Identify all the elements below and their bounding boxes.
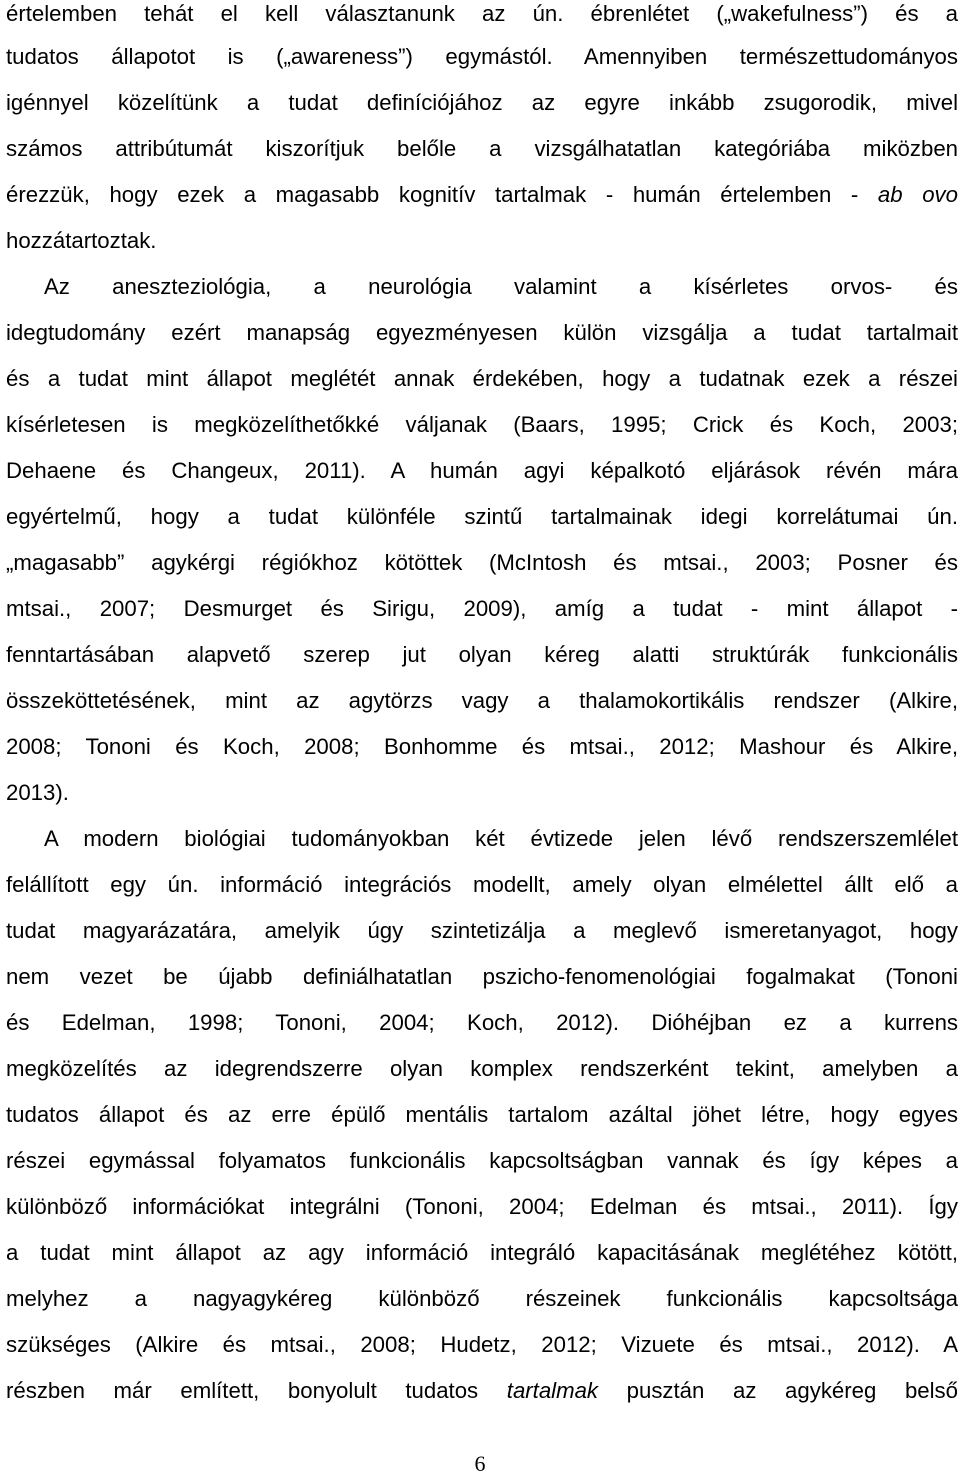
text-line-main: részben már említett, bonyolult tudatos — [6, 1378, 507, 1403]
text-line: Dehaene és Changeux, 2011). A humán agyi képalkotó eljárások révén mára — [6, 458, 958, 483]
text-line: kísérletesen is megközelíthetőkké váljanak (Baars, 1995; Crick és Koch, 2003; — [6, 412, 958, 437]
text-line: szükséges (Alkire és mtsai., 2008; Hudetz, 2012; Vizuete és mtsai., 2012). A — [6, 1332, 958, 1357]
text-line: a tudat mint állapot az agy információ integráló kapacitásának meglétéhez kötött, — [6, 1240, 958, 1265]
paragraph-first-line: A modern biológiai tudományokban két évtizede jelen lévő rendszerszemlélet — [44, 826, 958, 851]
text-line: és a tudat mint állapot meglétét annak érdekében, hogy a tudatnak ezek a részei — [6, 366, 958, 391]
text-line: nem vezet be újabb definiálhatatlan pszicho-fenomenológiai fogalmakat (Tononi — [6, 964, 958, 989]
text-line: hozzátartoztak. — [6, 228, 157, 253]
text-line: felállított egy ún. információ integrációs modellt, amely olyan elmélettel állt elő a — [6, 872, 958, 897]
text-line: számos attribútumát kiszorítjuk belőle a vizsgálhatatlan kategóriába miközben — [6, 136, 958, 161]
text-line: megközelítés az idegrendszerre olyan komplex rendszerként tekint, amelyben a — [6, 1056, 958, 1081]
text-line: részei egymással folyamatos funkcionális kapcsoltságban vannak és így képes a — [6, 1148, 958, 1173]
italic-word: tartalmak — [506, 1378, 599, 1403]
text-line-rest: pusztán az agykéreg belső — [598, 1378, 958, 1403]
page-number: 6 — [474, 1451, 486, 1476]
text-line: különböző információkat integrálni (Tononi, 2004; Edelman és mtsai., 2011). Így — [6, 1194, 958, 1219]
text-line-main: érezzük, hogy ezek a magasabb kognitív tartalmak - humán értelemben - — [6, 182, 878, 207]
text-line: melyhez a nagyagykéreg különböző részeinek funkcionális kapcsoltsága — [6, 1286, 958, 1311]
text-line: tudatos állapotot is („awareness”) egymástól. Amennyiben természettudományos — [6, 44, 958, 69]
text-line — [6, 181, 958, 209]
text-line: 2008; Tononi és Koch, 2008; Bonhomme és mtsai., 2012; Mashour és Alkire, — [6, 734, 958, 759]
text-line: tudatos állapot és az erre épülő mentális tartalom azáltal jöhet létre, hogy egyes — [6, 1102, 958, 1127]
text-line: és Edelman, 1998; Tononi, 2004; Koch, 2012). Dióhéjban ez a kurrens — [6, 1010, 958, 1035]
text-line: egyértelmű, hogy a tudat különféle szintű tartalmainak idegi korrelátumai ún. — [6, 504, 958, 529]
italic-phrase: ab ovo — [877, 182, 958, 207]
text-line: fenntartásában alapvető szerep jut olyan kéreg alatti struktúrák funkcionális — [6, 642, 958, 667]
paragraph-first-line: Az aneszteziológia, a neurológia valamint a kísérletes orvos- és — [44, 274, 958, 299]
text-line: értelemben tehát el kell választanunk az ún. ébrenlétet („wakefulness”) és a — [6, 1, 958, 26]
text-line: 2013). — [6, 780, 69, 805]
text-line: idegtudomány ezért manapság egyezményesen külön vizsgálja a tudat tartalmait — [6, 320, 958, 345]
text-line: igénnyel közelítünk a tudat definíciójához az egyre inkább zsugorodik, mivel — [6, 90, 958, 115]
text-line: tudat magyarázatára, amelyik úgy szintetizálja a meglevő ismeretanyagot, hogy — [6, 918, 958, 943]
text-line: összeköttetésének, mint az agytörzs vagy a thalamokortikális rendszer (Alkire, — [6, 688, 958, 713]
text-line — [6, 1377, 958, 1405]
text-line: „magasabb” agykérgi régiókhoz kötöttek (McIntosh és mtsai., 2003; Posner és — [6, 550, 958, 575]
text-line: mtsai., 2007; Desmurget és Sirigu, 2009), amíg a tudat - mint állapot - — [6, 596, 958, 621]
